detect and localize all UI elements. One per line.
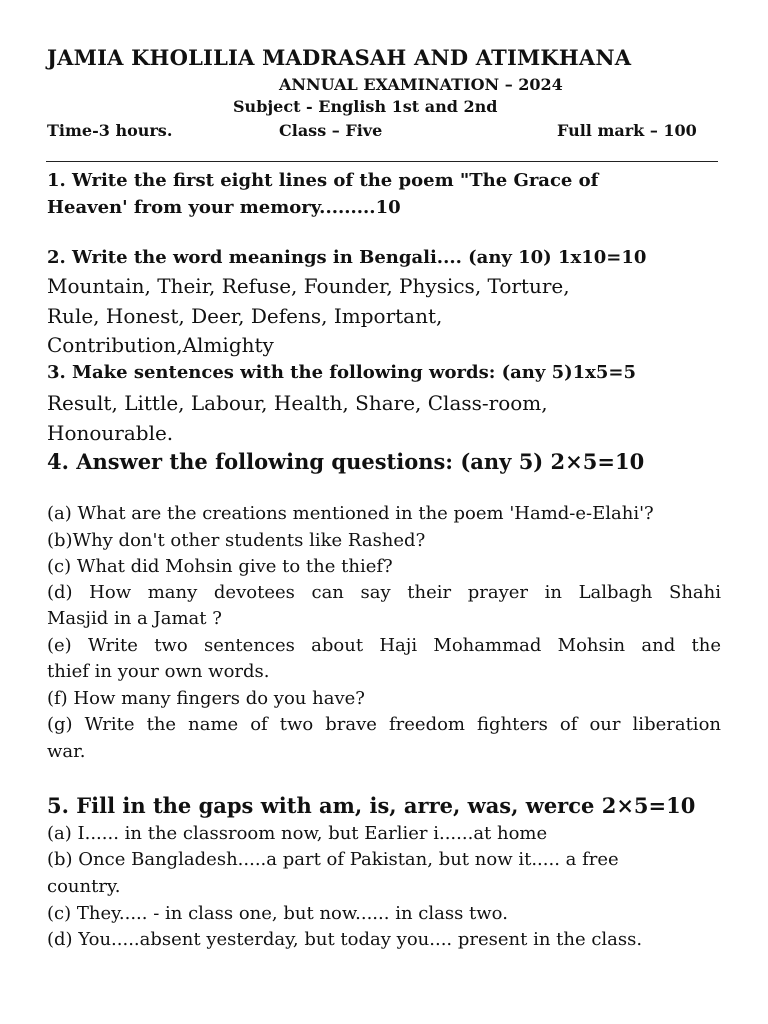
q3-words-line1: Result, Little, Labour, Health, Share, Class-room,: [47, 391, 548, 415]
q4-item-a: (a) What are the creations mentioned in the poem 'Hamd-e-Elahi'?: [47, 503, 654, 524]
q4-item-g-line2: war.: [47, 741, 86, 762]
q4-item-f: (f) How many fingers do you have?: [47, 688, 365, 709]
q4-item-c: (c) What did Mohsin give to the thief?: [47, 556, 393, 577]
q5-item-b-line1: (b) Once Bangladesh.....a part of Pakistan, but now it..... a free: [47, 849, 619, 870]
q4-item-b: (b)Why don't other students like Rashed?: [47, 530, 426, 551]
q2-words-line3: Contribution,Almighty: [47, 333, 274, 357]
school-name: JAMIA KHOLILIA MADRASAH AND ATIMKHANA: [47, 45, 632, 70]
q4-item-e-line2: thief in your own words.: [47, 661, 270, 682]
time-info: Time-3 hours.: [47, 121, 173, 140]
full-mark-info: Full mark – 100: [557, 121, 697, 140]
class-info: Class – Five: [279, 121, 383, 140]
exam-title: ANNUAL EXAMINATION – 2024: [279, 75, 563, 94]
q1-line2: Heaven' from your memory.........10: [47, 197, 401, 218]
q5-item-a: (a) I...... in the classroom now, but Earlier i......at home: [47, 823, 548, 844]
q4-item-e-line1: (e) Write two sentences about Haji Mohammad Mohsin and the: [47, 635, 721, 656]
q4-item-g-line1: (g) Write the name of two brave freedom fighters of our liberation: [47, 714, 721, 735]
q2-words-line1: Mountain, Their, Refuse, Founder, Physics, Torture,: [47, 274, 570, 298]
q3-words-line2: Honourable.: [47, 421, 174, 445]
q4-item-d-line2: Masjid in a Jamat ?: [47, 608, 222, 629]
q3-heading: 3. Make sentences with the following words: (any 5)1x5=5: [47, 362, 637, 383]
q5-heading: 5. Fill in the gaps with am, is, arre, was, werce 2×5=10: [47, 793, 696, 818]
header-divider: [46, 161, 718, 162]
subject-line: Subject - English 1st and 2nd: [233, 97, 498, 116]
q2-heading: 2. Write the word meanings in Bengali.... (any 10) 1x10=10: [47, 247, 647, 268]
q5-item-c: (c) They..... - in class one, but now...... in class two.: [47, 903, 508, 924]
q1-line1: 1. Write the first eight lines of the poem "The Grace of: [47, 170, 599, 191]
q2-words-line2: Rule, Honest, Deer, Defens, Important,: [47, 304, 443, 328]
q5-item-d: (d) You.....absent yesterday, but today you.... present in the class.: [47, 929, 643, 950]
q5-item-b-line2: country.: [47, 876, 121, 897]
q4-item-d-line1: (d) How many devotees can say their prayer in Lalbagh Shahi: [47, 582, 721, 603]
q4-heading: 4. Answer the following questions: (any 5) 2×5=10: [47, 449, 645, 474]
